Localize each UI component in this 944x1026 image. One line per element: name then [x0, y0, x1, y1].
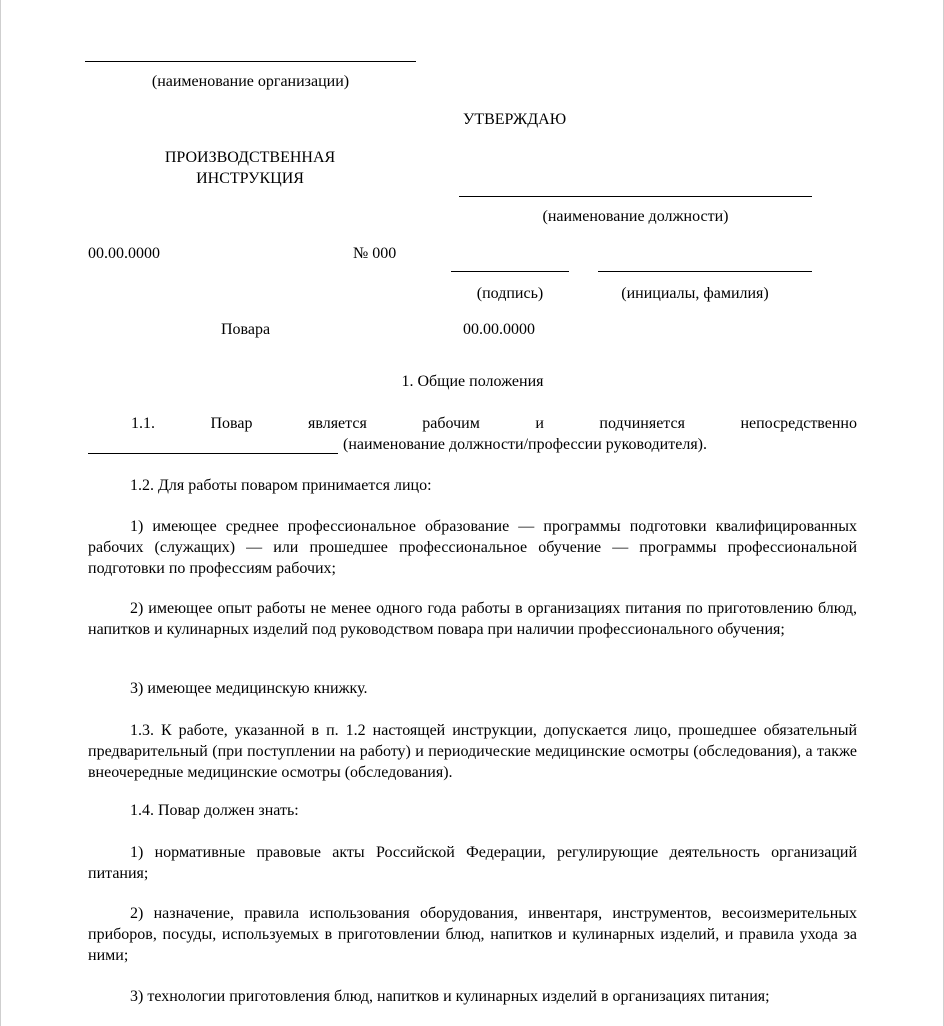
paragraph-1-1-line1	[131, 414, 857, 434]
paragraph-1-4: 1.4. Повар должен знать:	[130, 802, 299, 819]
approval-date: 00.00.0000	[463, 321, 535, 338]
paragraph-1-4-1: 1) нормативные правовые акты Российской Федерации, регулирующие деятельность организаций питания;	[88, 844, 857, 882]
name-line	[598, 271, 812, 272]
organization-caption: (наименование организации)	[151, 73, 350, 90]
document-date: 00.00.0000	[88, 245, 160, 262]
paragraph-1-3: 1.3. К работе, указанной в п. 1.2 настоящей инструкции, допускается лицо, прошедшее обязательный предварительный (при поступлении на работу) и периодические медицинские осмотры (обследования), а также внеочередные медицинские осмотры (обследования).	[88, 722, 857, 781]
paragraph-1-2-1: 1) имеющее среднее профессиональное образование — программы подготовки квалифицированных рабочих (служащих) — или прошедшее профессиональное обучение — программы профессиональной подготовки по профессиям рабочих;	[88, 518, 857, 577]
p11-word: подчиняется	[599, 415, 685, 432]
document-type-line1: ПРОИЗВОДСТВЕННАЯ	[164, 149, 336, 166]
p11-word: и	[535, 415, 544, 432]
document-subject: Повара	[221, 321, 271, 338]
paragraph-1-4-3: 3) технологии приготовления блюд, напитков и кулинарных изделий в организациях питания;	[130, 988, 770, 1005]
paragraph-1-4-2: 2) назначение, правила использования оборудования, инвентаря, инструментов, весоизмерительных приборов, посуды, используемых в приготовлении блюд, напитков и кулинарных изделий, и правила ухода за ними;	[88, 905, 857, 964]
signature-line	[451, 271, 569, 272]
p11-word: Повар	[210, 415, 253, 432]
name-caption: (инициалы, фамилия)	[621, 285, 769, 302]
section-title: 1. Общие положения	[401, 373, 544, 390]
document-number: № 000	[353, 245, 397, 262]
signature-caption: (подпись)	[476, 285, 544, 302]
paragraph-1-2-2: 2) имеющее опыт работы не менее одного года работы в организациях питания по приготовлению блюд, напитков и кулинарных изделий под руководством повара при наличии профессионального обучения;	[88, 600, 857, 638]
position-line	[459, 196, 812, 197]
supervisor-blank-line	[88, 453, 338, 454]
p11-word: является	[308, 415, 367, 432]
p11-word: непосредственно	[740, 415, 857, 432]
page-border-left	[0, 0, 1, 1026]
position-caption: (наименование должности)	[542, 208, 729, 225]
document-type-line2: ИНСТРУКЦИЯ	[196, 170, 304, 187]
approve-heading: УТВЕРЖДАЮ	[463, 111, 567, 128]
paragraph-1-2: 1.2. Для работы поваром принимается лицо:	[130, 477, 432, 494]
p11-word: 1.1.	[131, 415, 155, 432]
p11-word: рабочим	[422, 415, 480, 432]
paragraph-1-2-3: 3) имеющее медицинскую книжку.	[130, 680, 368, 697]
organization-name-line	[85, 61, 416, 62]
paragraph-1-1-line2: (наименование должности/профессии руководителя).	[343, 436, 708, 453]
